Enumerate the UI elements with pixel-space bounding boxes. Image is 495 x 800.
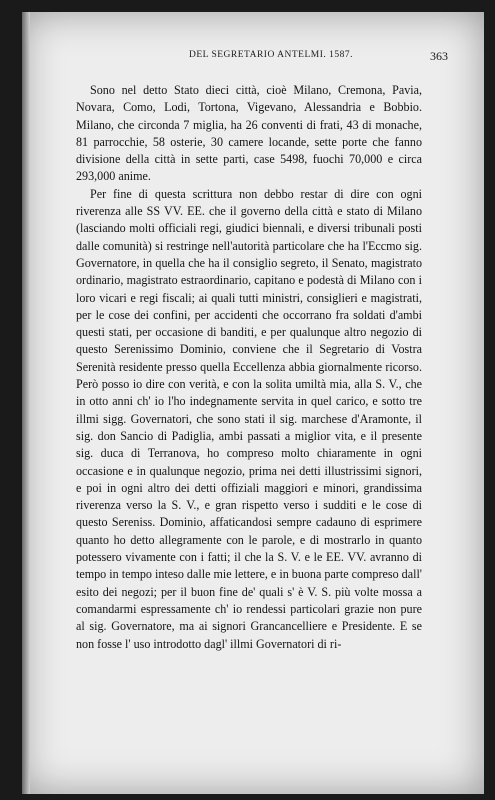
paragraph: Sono nel detto Stato dieci città, cioè Milano, Cremona, Pavia, Novara, Como, Lodi, Tortona, Vigevano, Alessandria e Bobbio. Milano, che circonda 7 miglia, ha 26 conventi di frati, 43 di monache, 81 parrocchie, 58 osterie, 30 camere locande, sette porte che fanno divisione della città in sette parti, case 5498, fuochi 70,000 e circa 293,000 anime.	[76, 83, 422, 184]
running-title: DEL SEGRETARIO ANTELMI. 1587.	[188, 50, 354, 60]
page-number: 363	[430, 49, 448, 63]
page-gutter	[22, 12, 30, 794]
body-text	[76, 82, 422, 653]
paragraph: Per fine di questa scrittura non debbo restar di dire con ogni riverenza alle SS VV. EE. che il governo della città e stato di Milano (lasciando molti officiali regi, giudici biennali, e diversi tribunali posti dalle comunità) si restringe nell'autorità particolare che ha l'Eccmo sig. Governatore, in quella che ha il consiglio segreto, il Senato, magistrato ordinario, magistrato estraordinario, capitano e podestà di Milano con i loro vicari e regi fiscali; ai quali tutti ministri, consiglieri e magistrati, per le cose dei confini, per accidenti che occorrano fra soldati d'ambi questi stati, per occasione di banditi, e per qualunque altro negozio di questo Serenissimo Dominio, conviene che il Segretario di Vostra Serenità residente presso quella Eccellenza abbia giornalmente ricorso. Però posso io dire con verità, e con la solita umiltà mia, alla S. V., che in otto anni ch' io l'ho indegnamente servita in quel carico, e sotto tre illmi sigg. Governatori, che sono stati il sig. marchese d'Aramonte, il sig. don Sancio di Padiglia, ambi passati a miglior vita, e il presente sig. duca di Terranova, ho compreso molto chiaramente in ogni occasione e in qualunque negozio, prima nei detti illustrissimi signori, e poi in ogni altro dei detti offiziali maggiori e minori, grandissima riverenza verso la S. V., e gran rispetto verso i sudditi e le cose di questo Sereniss. Dominio, affaticandosi sempre cadauno di esprimere quanto ho detto allegramente con le parole, e di mostrarlo in quanto potessero vivamente con i fatti; il che la S. V. e le EE. VV. avranno di tempo in tempo inteso dalle mie lettere, e in buona parte compreso dall' esito dei negozi; per il buon fine de' quali s' è V. S. più volte mossa a comandarmi espressamente ch' io rendessi particolari grazie non pure al sig. Governatore, ma ai signori Grancancelliere e Presidente. E se non fosse l' uso introdotto dagl' illmi Governatori di ri-	[76, 186, 422, 651]
page-header	[94, 50, 448, 66]
book-page	[22, 12, 484, 794]
